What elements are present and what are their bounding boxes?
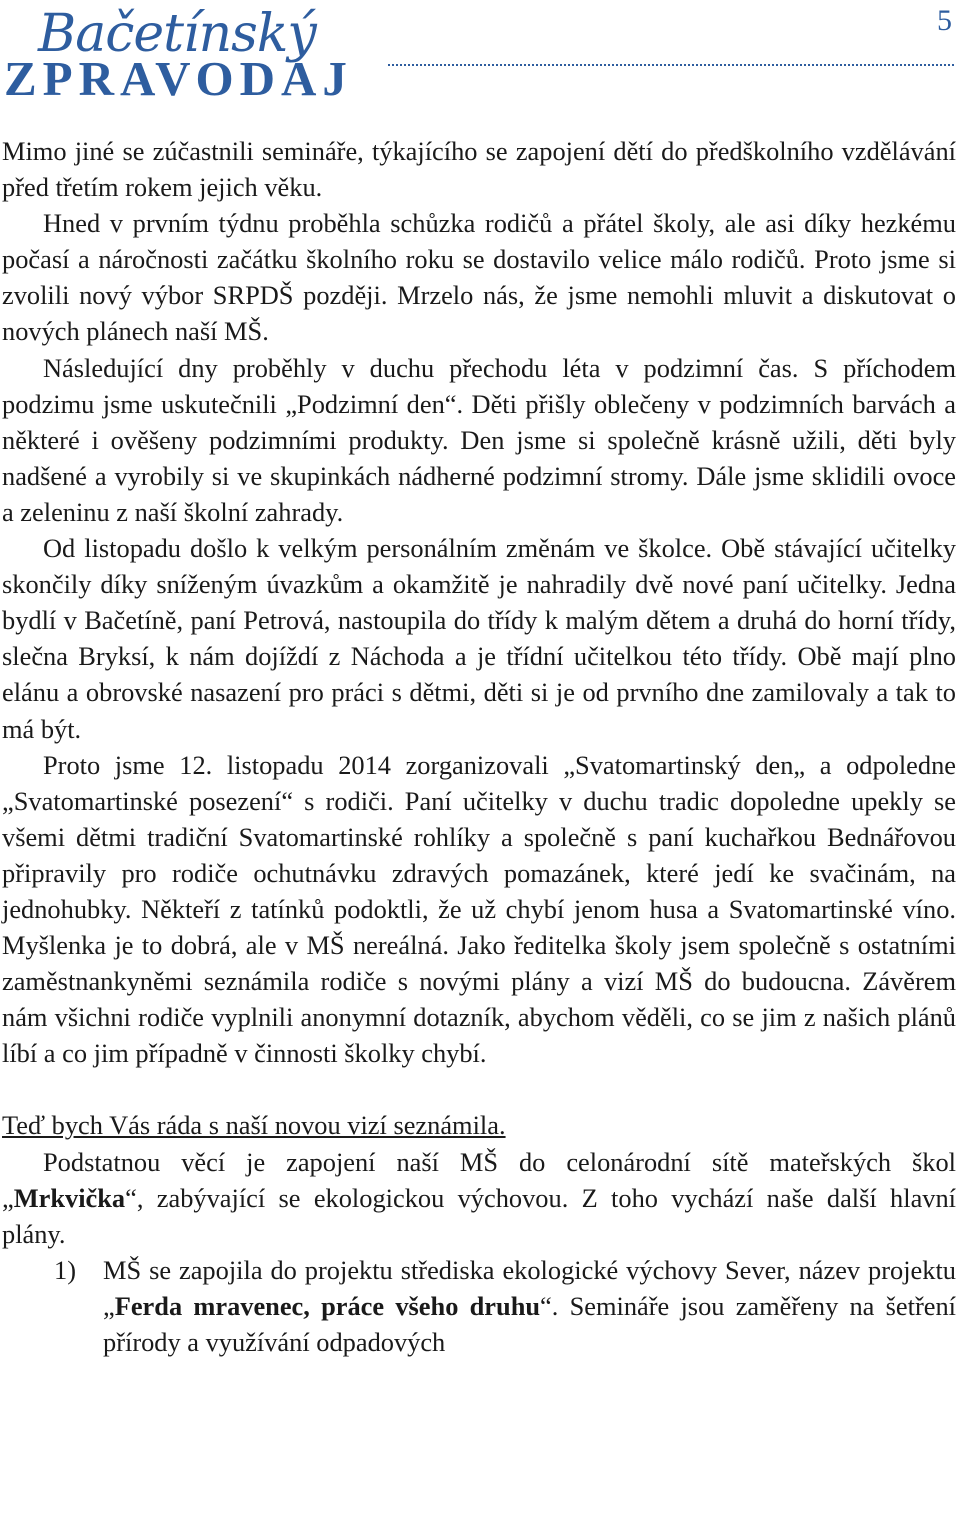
newsletter-logo-script: Bačetínský [38,4,316,64]
page-header [0,0,960,110]
paragraph: Hned v prvním týdnu proběhla schůzka rodičů a přátel školy, ale asi díky hezkému počasí a náročnosti začátku školního roku se dostavilo velice málo rodičů. Proto jsme si zvolili nový výbor SRPDŠ později. Mrzelo nás, že jsme nemohli mluvit a diskutovat o nových plánech naší MŠ. [2,208,956,347]
blank-line [2,1071,956,1107]
text-run: “. Semináře jsou zaměřeny na šetření přírody a využívání odpadových [103,1290,956,1357]
vision-paragraph [2,1144,956,1252]
paragraph: Proto jsme 12. listopadu 2014 zorganizovali „Svatomartinský den„ a odpoledne „Svatomartinské posezení“ s rodiči. Paní učitelky v duchu tradic dopoledne upekly se všemi dětmi tradiční Svatomartinské rohlíky a společně s paní kuchařkou Bednářovou připravily pro rodiče ochutnávku zdravých pomazánek, které jedí ke svačinám, na jednohubky. Někteří z tatínků podoktli, že už chybí jenom husa a Svatomartinské víno. Myšlenka je to dobrá, ale v MŠ nereálná. Jako ředitelka školy jsem společně s ostatními zaměstnankyněmi seznámila rodiče s novými plány a vizí MŠ do budoucna. Závěrem nám všichni rodiče vyplnili anonymní dotazník, abychom věděli, co se jim z našich plánů líbí a co jim případně v činnosti školky chybí. [2,749,956,1069]
text-run: “, zabývající se ekologickou výchovou. Z toho vychází naše další hlavní plány. [2,1182,956,1249]
list-item [2,1252,956,1360]
page-number: 5 [937,4,952,37]
newsletter-logo-caps: ZPRAVODAJ [4,51,353,106]
paragraph: Od listopadu došlo k velkým personálním změnám ve školce. Obě stávající učitelky skončily díky sníženým úvazkům a okamžitě je nahradily dvě nové paní učitelky. Jedna bydlí v Bačetíně, paní Petrová, nastoupila do třídy k malým dětem a druhá do horní třídy, slečna Bryksí, k nám dojíždí z Náchoda a je třídní učitelkou této třídy. Obě mají plno elánu a obrovské nasazení pro práci s dětmi, děti si je od prvního dne zamilovaly a tak to má být. [2,533,956,744]
subheading-text: Teď bych Vás ráda s naší novou vizí seznámila. [2,1110,506,1141]
article-body [2,133,956,1360]
text-run: Podstatnou věcí je zapojení naší MŠ do celonárodní sítě mateřských škol „ [2,1146,956,1213]
paragraph: Mimo jiné se zúčastnili semináře, týkajícího se zapojení dětí do předškolního vzdělávání před třetím rokem jejich věku. [2,136,956,203]
header-dotted-rule [388,64,954,66]
plans-list [2,1252,956,1360]
project-name: Ferda mravenec, práce všeho druhu [114,1290,541,1321]
paragraph: Následující dny proběhly v duchu přechodu léta v podzimní čas. S příchodem podzimu jsme uskutečnili „Podzimní den“. Děti přišly oblečeny v podzimních barvách a některé i ověšeny podzimními produkty. Den jsme si společně krásně užili, děti byly nadšené a vyrobily si ve skupinkách nádherné podzimní stromy. Dále jsme sklidili ovoce a zeleninu z naší školní zahrady. [2,352,956,527]
section-subheading [2,1107,956,1143]
network-name: Mrkvička [13,1182,126,1213]
text-run: MŠ se zapojila do projektu střediska ekologické výchovy Sever, název projektu „ [103,1254,956,1321]
list-item-number: 1) [54,1254,76,1285]
